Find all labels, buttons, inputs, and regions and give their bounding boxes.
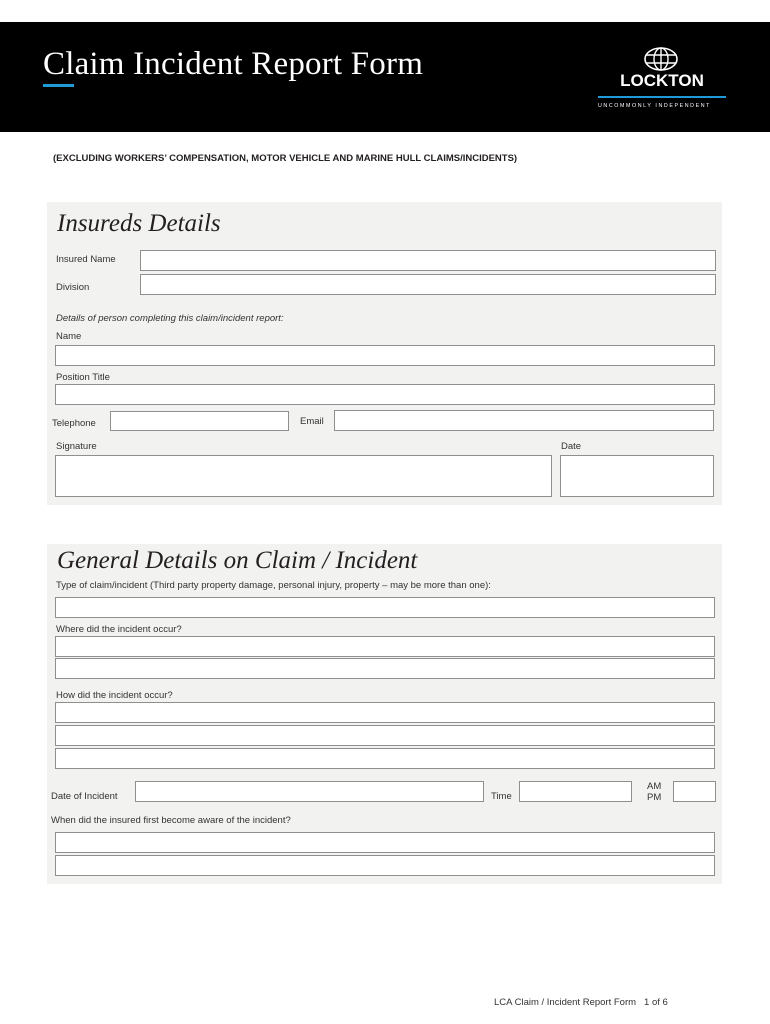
header-band (0, 22, 770, 132)
date-of-incident-field[interactable] (135, 781, 484, 802)
am-pm-field[interactable] (673, 781, 716, 802)
page-number: 1 of 6 (644, 997, 668, 1008)
lockton-logo (596, 44, 726, 114)
footer-text: LCA Claim / Incident Report Form (494, 997, 637, 1008)
form-title: Claim Incident Report Form (43, 46, 424, 82)
time-label: Time (491, 791, 512, 802)
claim-type-field[interactable] (55, 597, 715, 618)
date-of-incident-label: Date of Incident (51, 791, 118, 802)
how-field-line-3[interactable] (55, 748, 715, 769)
am-label: AM (647, 781, 662, 792)
signature-label: Signature (56, 441, 97, 452)
section-title: General Details on Claim / Incident (57, 547, 418, 574)
am-pm-label (647, 781, 661, 803)
date-field[interactable] (560, 455, 714, 497)
date-label: Date (561, 441, 582, 452)
exclusions-note: (EXCLUDING WORKERS’ COMPENSATION, MOTOR VEHICLE AND MARINE HULL CLAIMS/INCIDENTS) (53, 153, 518, 164)
email-label: Email (300, 416, 324, 427)
person-details-note: Details of person completing this claim/incident report: (56, 313, 284, 324)
insured-name-label: Insured Name (56, 254, 116, 265)
how-label: How did the incident occur? (56, 690, 173, 701)
section-title: Insureds Details (57, 210, 221, 237)
aware-field-line-1[interactable] (55, 832, 715, 853)
telephone-label: Telephone (52, 418, 96, 429)
logo-rule (598, 96, 726, 98)
how-field-line-2[interactable] (55, 725, 715, 746)
logo-tagline: UNCOMMONLY INDEPENDENT (598, 103, 711, 109)
how-field-line-1[interactable] (55, 702, 715, 723)
logo-wordmark: LOCKTON (620, 71, 704, 90)
page-footer (494, 997, 668, 1008)
name-label: Name (56, 331, 82, 342)
where-label: Where did the incident occur? (56, 624, 182, 635)
name-field[interactable] (55, 345, 715, 366)
signature-field[interactable] (55, 455, 552, 497)
aware-field-line-2[interactable] (55, 855, 715, 876)
title-accent-bar (43, 84, 74, 87)
division-label: Division (56, 282, 90, 293)
pm-label: PM (647, 792, 662, 803)
email-field[interactable] (334, 410, 714, 431)
globe-icon (643, 46, 679, 72)
claim-type-label: Type of claim/incident (Third party property damage, personal injury, property – may be more than one): (56, 580, 491, 591)
division-field[interactable] (140, 274, 716, 295)
position-title-field[interactable] (55, 384, 715, 405)
time-field[interactable] (519, 781, 632, 802)
aware-label: When did the insured first become aware of the incident? (51, 815, 291, 826)
where-field-line-2[interactable] (55, 658, 715, 679)
where-field-line-1[interactable] (55, 636, 715, 657)
position-title-label: Position Title (56, 372, 110, 383)
insured-name-field[interactable] (140, 250, 716, 271)
telephone-field[interactable] (110, 411, 289, 431)
